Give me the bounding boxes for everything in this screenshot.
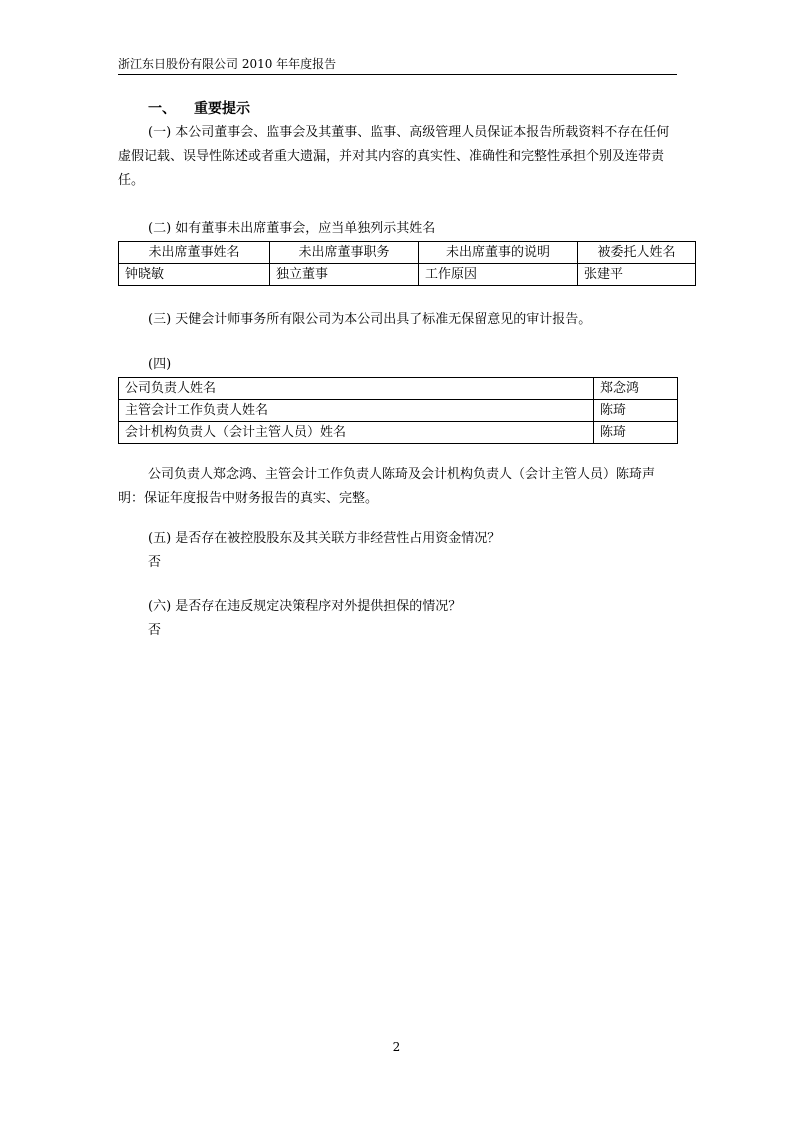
question-6-answer: 否 [148, 623, 162, 638]
table-header-cell: 未出席董事职务 [270, 242, 419, 264]
question-5-text: (五) 是否存在被控股股东及其关联方非经营性占用资金情况？ [148, 531, 501, 546]
question-5-answer: 否 [148, 555, 162, 570]
table-cell: 陈琦 [594, 400, 678, 422]
section-number: 一、 [148, 101, 176, 117]
question-6-text: (六) 是否存在违反规定决策程序对外提供担保的情况？ [148, 599, 462, 614]
table-row [119, 264, 696, 286]
paragraph-3: (三) 天健会计师事务所有限公司为本公司出具了标准无保留意见的审计报告。 [148, 312, 592, 327]
table-header-cell: 被委托人姓名 [578, 242, 696, 264]
section-heading [148, 99, 250, 119]
paragraph-5: 公司负责人郑念鸿、主管会计工作负责人陈琦及会计机构负责人（会计主管人员）陈琦声明：保证年度报告中财务报告的真实、完整。 [118, 467, 656, 506]
table-cell: 主管会计工作负责人姓名 [119, 400, 594, 422]
table-cell: 郑念鸿 [594, 378, 678, 400]
table-cell: 会计机构负责人（会计主管人员）姓名 [119, 422, 594, 444]
table-row [119, 400, 678, 422]
table-cell: 独立董事 [270, 264, 419, 286]
header-title: 浙江东日股份有限公司 2010 年年度报告 [118, 57, 337, 71]
table-header-cell: 未出席董事的说明 [419, 242, 578, 264]
table-cell: 工作原因 [419, 264, 578, 286]
absent-directors-table [118, 241, 696, 286]
table-cell: 公司负责人姓名 [119, 378, 594, 400]
section-title: 重要提示 [194, 101, 250, 117]
question-5 [118, 527, 678, 575]
table-cell: 陈琦 [594, 422, 678, 444]
question-6 [118, 595, 678, 643]
table-header-row [119, 242, 696, 264]
page-header [118, 56, 677, 75]
table-cell: 张建平 [578, 264, 696, 286]
table-row [119, 422, 678, 444]
paragraph-1: (一) 本公司董事会、监事会及其董事、监事、高级管理人员保证本报告所载资料不存在任何虚假记载、误导性陈述或者重大遗漏，并对其内容的真实性、准确性和完整性承担个别及连带责任。 [118, 125, 670, 188]
responsible-persons-table [118, 377, 678, 444]
page-number: 2 [392, 1040, 401, 1054]
paragraph-2: (二) 如有董事未出席董事会，应当单独列示其姓名 [148, 221, 436, 236]
table-row [119, 378, 678, 400]
paragraph-4: (四) [148, 357, 172, 372]
table-cell: 钟晓敏 [119, 264, 270, 286]
table-header-cell: 未出席董事姓名 [119, 242, 270, 264]
